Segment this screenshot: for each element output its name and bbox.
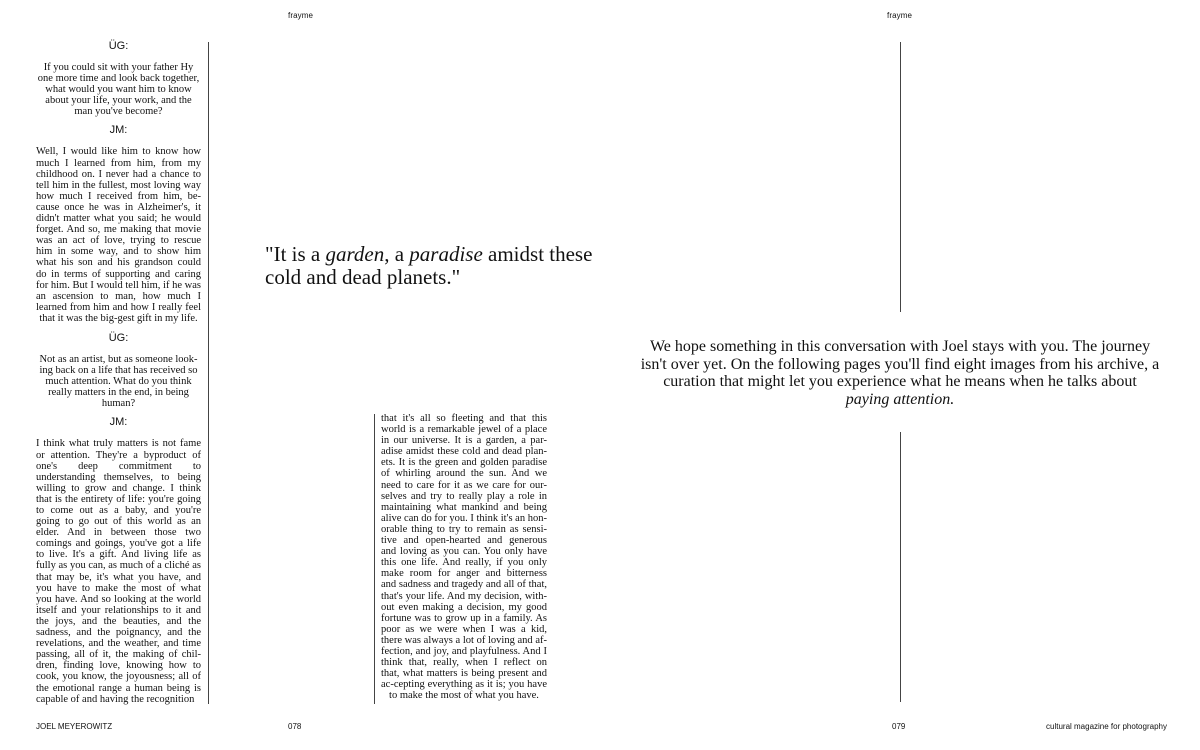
closing-emphasis: paying attention. — [845, 390, 955, 408]
speaker-label: ÜG: — [108, 331, 129, 344]
brand-name-left: frayme — [288, 11, 314, 20]
interview-column-1 — [36, 40, 201, 705]
pull-quote-text: "It is a — [265, 242, 326, 266]
speaker-label: JM: — [109, 124, 128, 137]
speaker-label: JM: — [109, 416, 128, 429]
page-number-right: 079 — [892, 722, 906, 731]
column-divider — [900, 42, 901, 312]
interview-column-2 — [381, 413, 547, 701]
interview-answer-continued: that it's all so fleeting and that this world is a remarkable jewel of a place in our universe. It is a garden, a par-adise amidst these cold and dead plan-ets. It is the green and golden paradise of whirling around the sun. And we need to care for it as we care for our-selves and try to really play a role in maintaining what mankind and being alive can do for you. I think it's an hon-orable thing to try to remain as sensi-tive and open-hearted and generous and loving as you can. You only have this one life. And really, if you only make room for anger and bitterness and sadness and tragedy and all of that, that's your life. And my decision, with-out even making a decision, my good fortune was to grow up in a family. As poor as we were when I was a kid, there was always a lot of loving and af-fection, and joy, and playfulness. And I think that, really, when I reflect on that, what matters is being present and ac-cepting everything as it is; you have to make the most of what you have. — [381, 413, 547, 702]
footer-tagline: cultural magazine for photography — [1046, 722, 1167, 731]
pull-quote — [265, 243, 595, 289]
pull-quote-text: amidst these cold and dead planets." — [265, 242, 593, 289]
speaker-label: ÜG: — [108, 40, 129, 52]
pull-quote-text: , a — [384, 242, 410, 266]
closing-statement — [640, 338, 1160, 408]
closing-text: We hope something in this conversation with Joel stays with you. The journey isn't over yet. On the following pages you'll find eight images from his archive, a curation that might let you experience what he means when he talks about — [640, 338, 1160, 390]
column-divider — [208, 42, 209, 704]
interview-question: Not as an artist, but as someone look-ing back on a life that has received so much attention. What do you think really matters in the end, in being human? — [39, 353, 198, 410]
pull-quote-emphasis: garden — [325, 242, 385, 266]
interview-answer: Well, I would like him to know how much I learned from him, from my childhood on. I never had a chance to tell him in the fullest, most loving way how much I received from him, be-cause once he was in Alzheimer's, it didn't matter what you said; he would forget. And so, me making that movie was an act of love, trying to rescue him in some way, and to show him what his son and his grandson could do in terms of supporting and caring for him. But I would tell him, if he was an ascension to man, how much I learned from him and how I really feel that it was the big-gest gift in my life. — [36, 146, 201, 324]
interview-answer: I think what truly matters is not fame or attention. They're a byproduct of one's deep commitment to understanding themselves, to being willing to grow and change. I think that is the entirety of life: you're going to come out as a baby, and you're going to go out of this world as an elder. And in between those two comings and goings, you've got a life to live. It's a gift. And living life as fully as you can, as much of a cliché as that may be, it's what you have, and you have to make the most of what you have. And so looking at the world itself and your relationships to it and the joys, and the beauties, and the sadness, and the poignancy, and the revelations, and the weather, and time passing, all of it, the making of chil-dren, finding love, knowing how to cook, you know, the joyousness; all of the emotional range a human being is capable of and having the recognition — [36, 438, 201, 705]
footer-author: JOEL MEYEROWITZ — [36, 722, 113, 731]
pull-quote-emphasis: paradise — [409, 242, 483, 266]
page-number-left: 078 — [288, 722, 302, 731]
column-divider — [900, 432, 901, 702]
brand-name-right: frayme — [887, 11, 913, 20]
column-divider — [374, 414, 375, 704]
interview-question: If you could sit with your father Hy one more time and look back together, what would you want him to know about your life, your work, and the man you've become? — [37, 62, 200, 118]
